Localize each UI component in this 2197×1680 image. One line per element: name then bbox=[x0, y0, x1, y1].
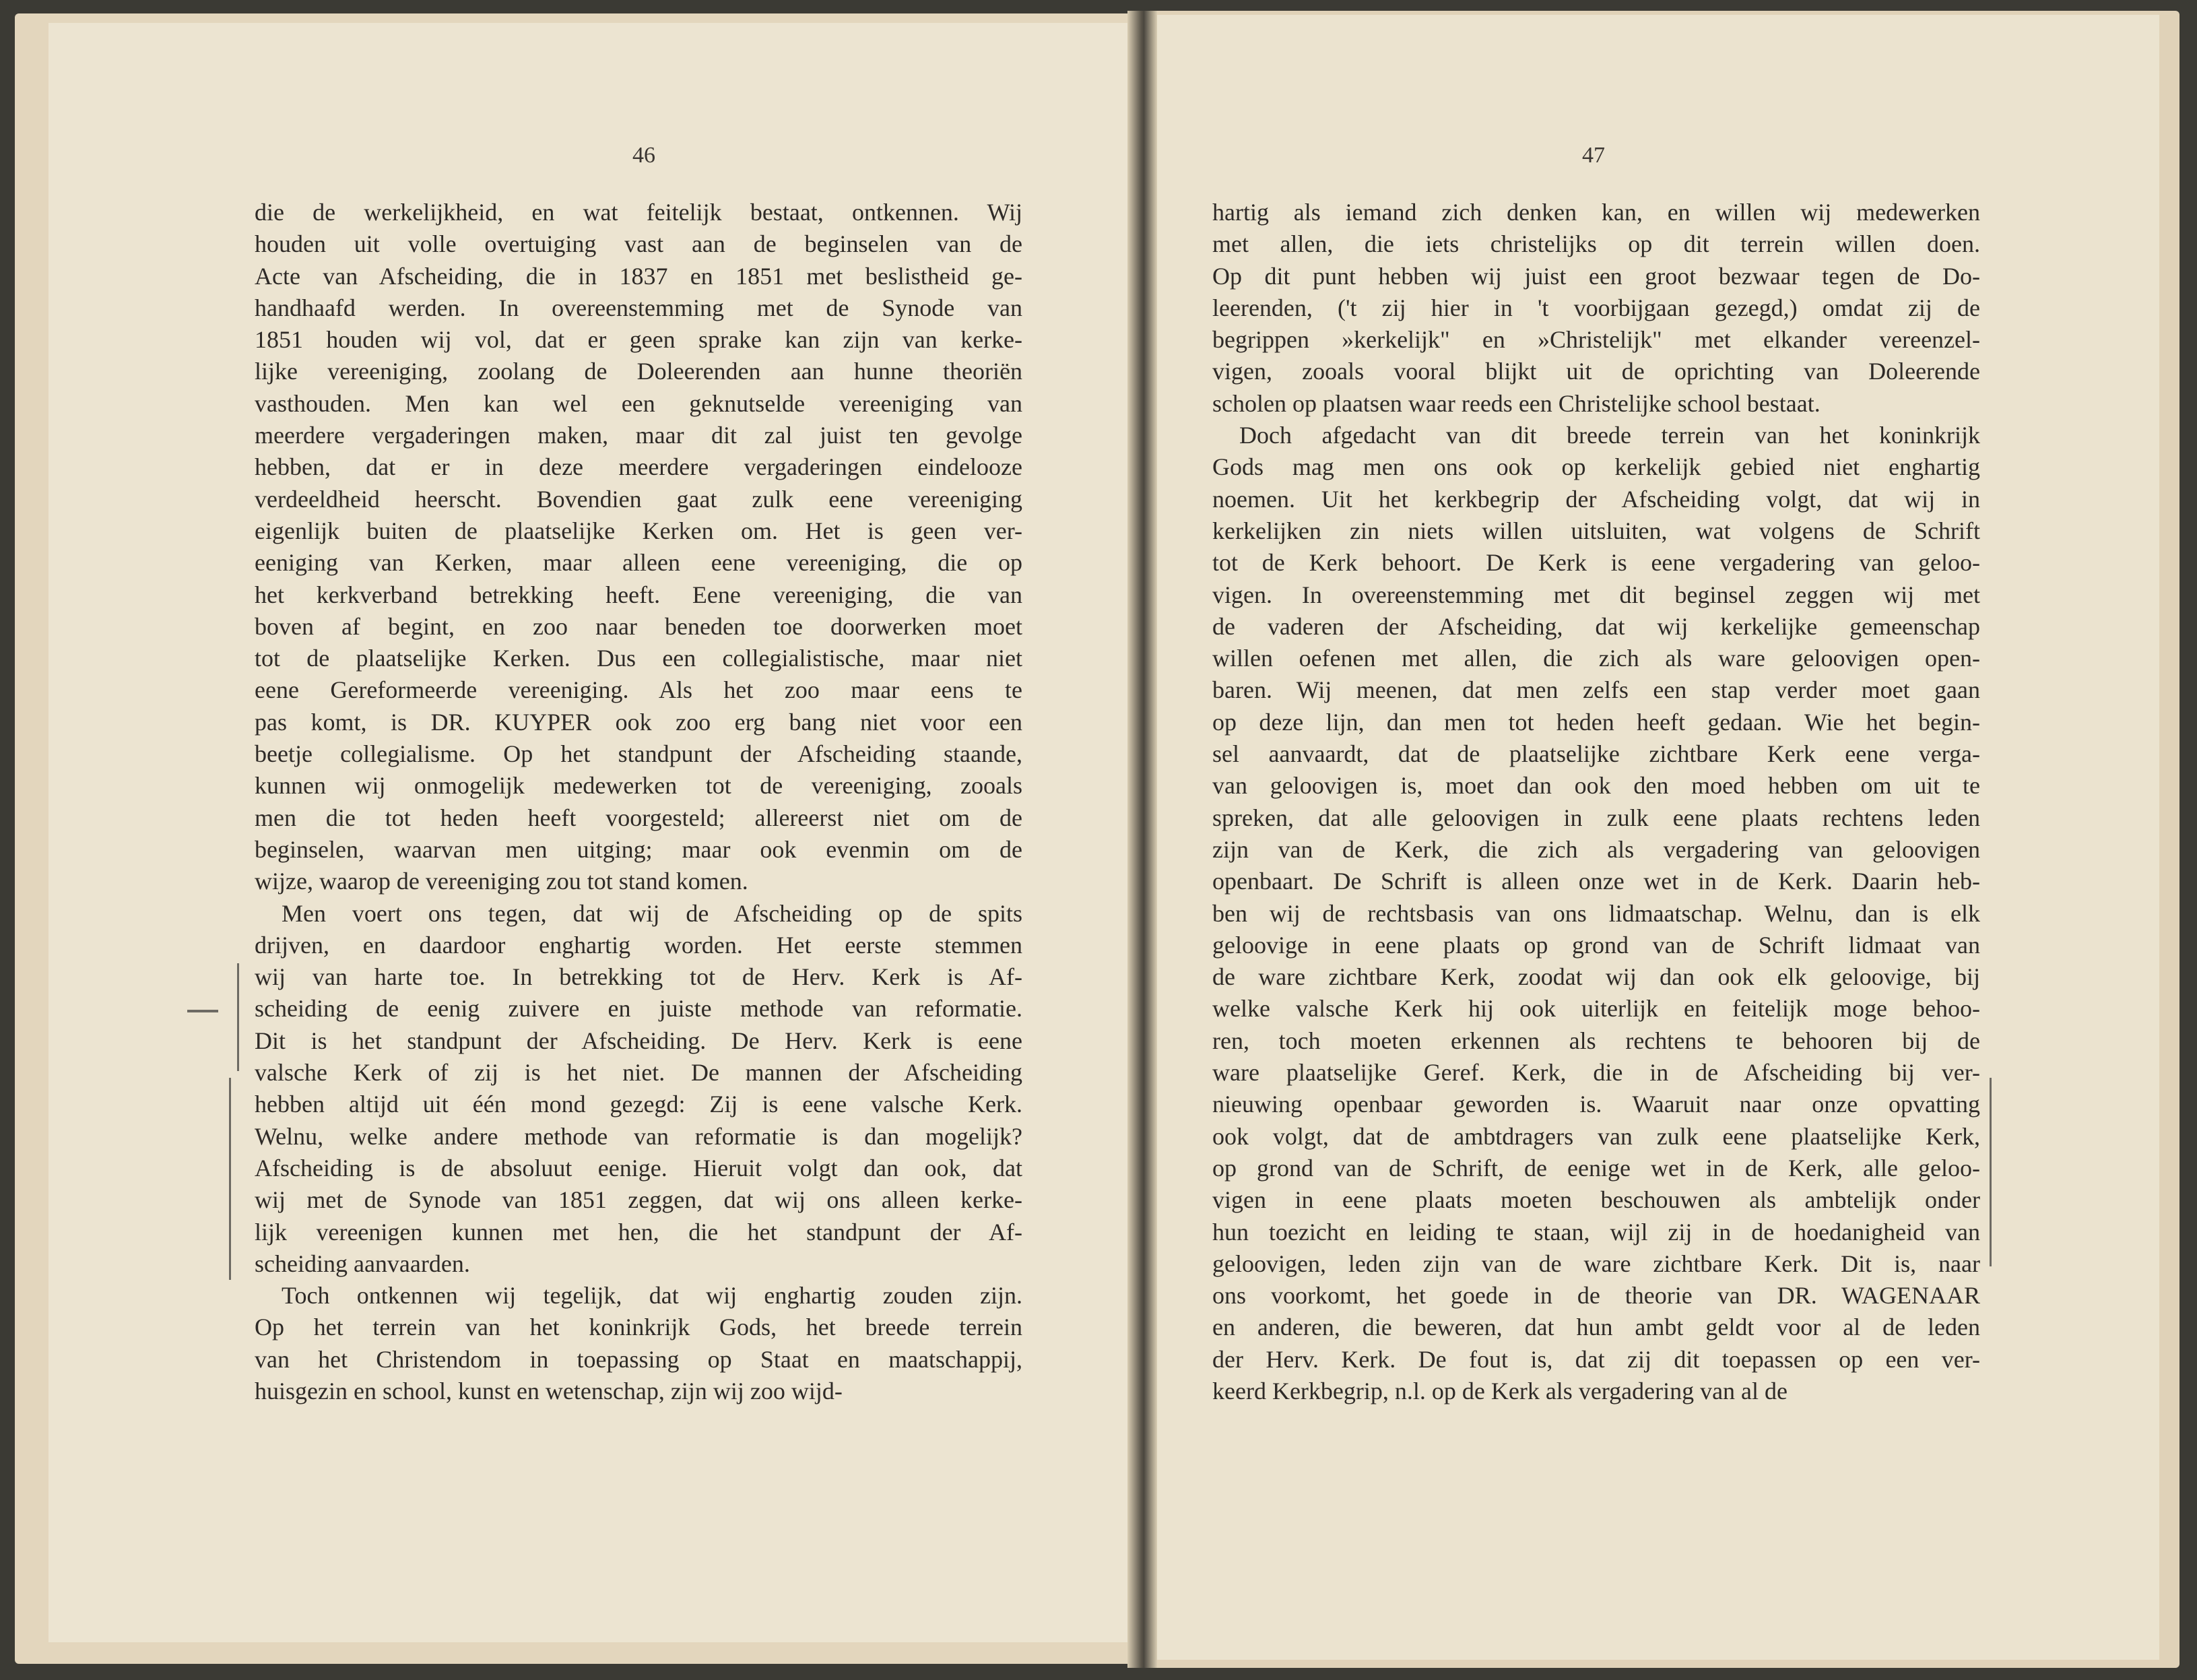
text-line: tot de Kerk behoort. De Kerk is eene vergadering van geloo- bbox=[1212, 549, 1980, 577]
text-line: men die tot heden heeft voorgesteld; allereerst niet om de bbox=[255, 804, 1022, 831]
text-line: 1851 houden wij vol, dat er geen sprake kan zijn van kerke- bbox=[255, 326, 1022, 354]
text-line: meerdere vergaderingen maken, maar dit zal juist ten gevolge bbox=[255, 422, 1022, 449]
text-line: hartig als iemand zich denken kan, en willen wij medewerken bbox=[1212, 199, 1980, 226]
text-line: beetje collegialisme. Op het standpunt der Afscheiding staande, bbox=[255, 740, 1022, 768]
text-line: Dit is het standpunt der Afscheiding. De Herv. Kerk is eene bbox=[255, 1027, 1022, 1054]
text-line: eigenlijk buiten de plaatselijke Kerken om. Het is geen ver- bbox=[255, 517, 1022, 544]
text-line: tot de plaatselijke Kerken. Dus een collegialistische, maar niet bbox=[255, 645, 1022, 672]
text-line: Welnu, welke andere methode van reformatie is dan mogelijk? bbox=[255, 1122, 1022, 1150]
margin-pencil-line bbox=[1990, 1078, 1992, 1266]
margin-pencil-dash bbox=[187, 1010, 218, 1012]
text-line: Op het terrein van het koninkrijk Gods, het breede terrein bbox=[255, 1314, 1022, 1341]
text-line: vigen. In overeenstemming met dit beginsel zeggen wij met bbox=[1212, 581, 1980, 608]
text-line: spreken, dat alle geloovigen in zulk eene plaats rechtens leden bbox=[1212, 804, 1980, 831]
text-line: leerenden, ('t zij hier in 't voorbijgaan gezegd,) omdat zij de bbox=[1212, 294, 1980, 321]
text-line: welke valsche Kerk hij ook uiterlijk en feitelijk moge behoo- bbox=[1212, 995, 1980, 1023]
text-line: die de werkelijkheid, en wat feitelijk bestaat, ontkennen. Wij bbox=[255, 199, 1022, 226]
text-line: willen oefenen met allen, die zich als ware geloovigen open- bbox=[1212, 645, 1980, 672]
text-line: boven af begint, en zoo naar beneden toe doorwerken moet bbox=[255, 612, 1022, 640]
text-line: op deze lijn, dan men tot heden heeft gedaan. Wie het begin- bbox=[1212, 708, 1980, 736]
text-line: en anderen, die beweren, dat hun ambt geldt voor al de leden bbox=[1212, 1314, 1980, 1341]
text-line: hebben altijd uit één mond gezegd: Zij is eene valsche Kerk. bbox=[255, 1091, 1022, 1118]
text-line: ware plaatselijke Geref. Kerk, die in de Afscheiding bij ver- bbox=[1212, 1059, 1980, 1087]
text-line: baren. Wij meenen, dat men zelfs een stap verder moet gaan bbox=[1212, 676, 1980, 704]
text-line: houden uit volle overtuiging vast aan de beginselen van de bbox=[255, 230, 1022, 258]
text-line: eeniging van Kerken, maar alleen eene vereeniging, die op bbox=[255, 549, 1022, 577]
text-line: vigen in eene plaats moeten beschouwen als ambtelijk onder bbox=[1212, 1186, 1980, 1214]
margin-pencil-line bbox=[229, 1078, 231, 1280]
text-line: lijk vereenigen kunnen met hen, die het standpunt der Af- bbox=[255, 1218, 1022, 1246]
text-line: begrippen »kerkelijk" en »Christelijk" met elkander vereenzel- bbox=[1212, 326, 1980, 354]
text-line: drijven, en daardoor enghartig worden. Het eerste stemmen bbox=[255, 931, 1022, 959]
text-line: keerd Kerkbegrip, n.l. op de Kerk als vergadering van al de bbox=[1212, 1377, 1788, 1404]
text-line: eene Gereformeerde vereeniging. Als het zoo maar eens te bbox=[255, 676, 1022, 704]
text-line: scheiding aanvaarden. bbox=[255, 1250, 470, 1277]
text-line: Acte van Afscheiding, die in 1837 en 1851 met beslistheid ge- bbox=[255, 262, 1022, 290]
text-line: kunnen wij onmogelijk medewerken tot de vereeniging, zooals bbox=[255, 772, 1022, 800]
text-line: sel aanvaardt, dat de plaatselijke zichtbare Kerk eene verga- bbox=[1212, 740, 1980, 768]
text-line: geloovige in eene plaats op grond van de Schrift lidmaat van bbox=[1212, 931, 1980, 959]
text-line: vasthouden. Men kan wel een geknutselde vereeniging van bbox=[255, 389, 1022, 417]
text-line: hebben, dat er in deze meerdere vergaderingen eindelooze bbox=[255, 453, 1022, 481]
text-line: ren, toch moeten erkennen als rechtens te behooren bij de bbox=[1212, 1027, 1980, 1054]
text-line: handhaafd werden. In overeenstemming met de Synode van bbox=[255, 294, 1022, 321]
text-line: hun toezicht en leiding te staan, wijl zij in de hoedanigheid van bbox=[1212, 1218, 1980, 1246]
text-line: Op dit punt hebben wij juist een groot bezwaar tegen de Do- bbox=[1212, 262, 1980, 290]
text-line: de ware zichtbare Kerk, zoodat wij dan ook elk geloovige, bij bbox=[1212, 963, 1980, 991]
text-line: ben wij de rechtsbasis van ons lidmaatschap. Welnu, dan is elk bbox=[1212, 899, 1980, 927]
text-line: der Herv. Kerk. De fout is, dat zij dit toepassen op een ver- bbox=[1212, 1345, 1980, 1373]
text-line: Doch afgedacht van dit breede terrein van het koninkrijk bbox=[1239, 422, 1980, 449]
text-line: scholen op plaatsen waar reeds een Christelijke school bestaat. bbox=[1212, 389, 1821, 417]
text-line: op grond van de Schrift, de eenige wet in de Kerk, alle geloo- bbox=[1212, 1154, 1980, 1182]
margin-pencil-line bbox=[237, 963, 239, 1071]
text-line: verdeeldheid heerscht. Bovendien gaat zulk eene vereeniging bbox=[255, 485, 1022, 513]
text-line: ons voorkomt, het goede in de theorie van DR. WAGENAAR bbox=[1212, 1282, 1980, 1310]
text-line: van geloovigen is, moet dan ook den moed hebben om uit te bbox=[1212, 772, 1980, 800]
left-page-text bbox=[255, 197, 1022, 1407]
text-line: de vaderen der Afscheiding, dat wij kerkelijke gemeenschap bbox=[1212, 612, 1980, 640]
text-line: lijke vereeniging, zoolang de Doleerenden aan hunne theoriën bbox=[255, 358, 1022, 385]
text-line: Men voert ons tegen, dat wij de Afscheiding op de spits bbox=[282, 899, 1022, 927]
text-line: zijn van de Kerk, die zich als vergadering van geloovigen bbox=[1212, 835, 1980, 863]
text-line: wijze, waarop de vereeniging zou tot stand komen. bbox=[255, 868, 748, 895]
text-line: nieuwing openbaar geworden is. Waaruit naar onze opvatting bbox=[1212, 1091, 1980, 1118]
text-line: Gods mag men ons ook op kerkelijk gebied niet enghartig bbox=[1212, 453, 1980, 481]
text-line: beginselen, waarvan men uitging; maar ook evenmin om de bbox=[255, 835, 1022, 863]
book-gutter bbox=[1127, 11, 1157, 1668]
page-number-right: 47 bbox=[1582, 143, 1605, 168]
text-line: wij van harte toe. In betrekking tot de Herv. Kerk is Af- bbox=[255, 963, 1022, 991]
text-line: wij met de Synode van 1851 zeggen, dat wij ons alleen kerke- bbox=[255, 1186, 1022, 1214]
right-page-text bbox=[1212, 197, 1980, 1407]
text-line: openbaart. De Schrift is alleen onze wet in de Kerk. Daarin heb- bbox=[1212, 868, 1980, 895]
text-line: met allen, die iets christelijks op dit terrein willen doen. bbox=[1212, 230, 1980, 258]
text-line: geloovigen, leden zijn van de ware zichtbare Kerk. Dit is, naar bbox=[1212, 1250, 1980, 1277]
text-line: van het Christendom in toepassing op Staat en maatschappij, bbox=[255, 1345, 1022, 1373]
text-line: ook volgt, dat de ambtdragers van zulk eene plaatselijke Kerk, bbox=[1212, 1122, 1980, 1150]
text-line: scheiding de eenig zuivere en juiste methode van reformatie. bbox=[255, 995, 1022, 1023]
text-line: Afscheiding is de absoluut eenige. Hieruit volgt dan ook, dat bbox=[255, 1154, 1022, 1182]
text-line: huisgezin en school, kunst en wetenschap, zijn wij zoo wijd- bbox=[255, 1377, 843, 1404]
text-line: vigen, zooals vooral blijkt uit de oprichting van Doleerende bbox=[1212, 358, 1980, 385]
text-line: pas komt, is DR. KUYPER ook zoo erg bang niet voor een bbox=[255, 708, 1022, 736]
text-line: valsche Kerk of zij is het niet. De mannen der Afscheiding bbox=[255, 1059, 1022, 1087]
text-line: kerkelijken zin niets willen uitsluiten, wat volgens de Schrift bbox=[1212, 517, 1980, 544]
page-number-left: 46 bbox=[632, 143, 655, 168]
text-line: het kerkverband betrekking heeft. Eene vereeniging, die van bbox=[255, 581, 1022, 608]
text-line: Toch ontkennen wij tegelijk, dat wij enghartig zouden zijn. bbox=[282, 1282, 1022, 1310]
text-line: noemen. Uit het kerkbegrip der Afscheiding volgt, dat wij in bbox=[1212, 485, 1980, 513]
